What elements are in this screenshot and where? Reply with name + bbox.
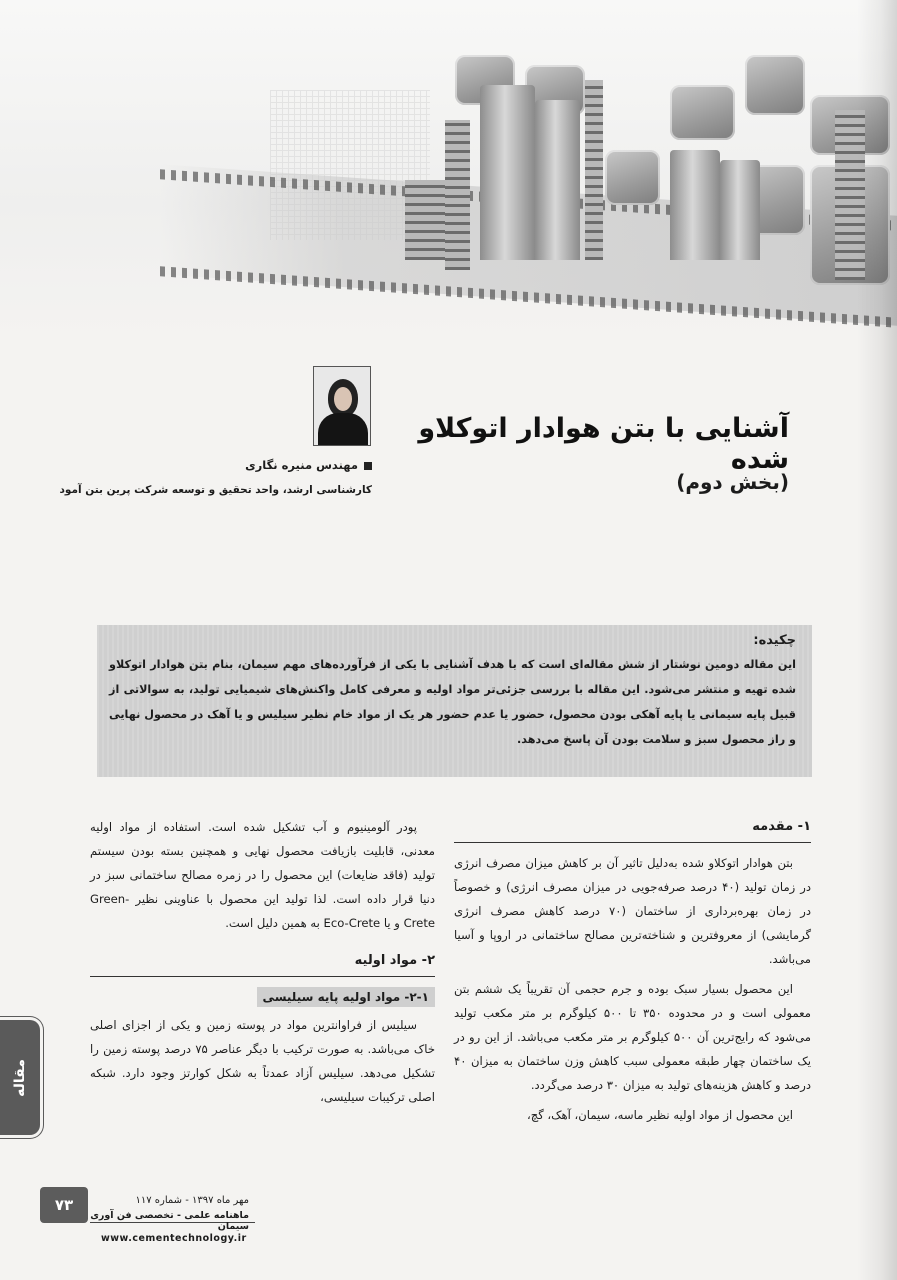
abstract-heading: چکیده:: [753, 633, 796, 648]
footer-magazine: ماهنامه علمی - تخصصی فن آوری سیمان: [90, 1210, 249, 1232]
footer-issue: مهر ماه ۱۳۹۷ - شماره ۱۱۷: [135, 1195, 249, 1206]
author-name: مهندس منیره نگاری: [122, 458, 372, 472]
abstract-text: این مقاله دومین نوشتار از شش مقاله‌ای است که با هدف آشنایی با یکی از فرآورده‌های مهم سیمان، بنام بتن هوادار اتوکلاو شده تهیه و منتشر می‌شود. این مقاله با بررسی جزئی‌تر مواد اولیه و معرفی کامل واکنش‌های شیمیایی تولید، به سوالاتی از قبیل پایه سیمانی یا پایه آهکی بودن محصول، حضور یا عدم حضور هر یک از مواد خام نظیر سیلیس و یا آهک در محصول نهایی و راز محصول سبز و سلامت بودن آن پاسخ می‌دهد.: [109, 658, 796, 746]
side-tab-label: مقاله: [12, 1058, 28, 1097]
section-side-tab: [0, 1020, 40, 1135]
article-title: آشنایی با بتن هوادار اتوکلاو شده: [418, 413, 789, 475]
column-left: [90, 815, 435, 1115]
paragraph: بتن هوادار اتوکلاو شده به‌دلیل تاثیر آن بر کاهش میزان مصرف انرژی در زمان تولید (۴۰ درصد صرفه‌جویی در میزان مصرف انرژی) و خصوصاً در زمان بهره‌برداری از ساختمان (۷۰ درصد کاهش مصرف انرژی گرمایشی) از معروفترین و شناخته‌ترین مصالح ساختمانی در اروپا و آسیا می‌باشد.: [454, 856, 812, 966]
article-subtitle: (بخش دوم): [676, 470, 789, 494]
page-number: ۷۳: [40, 1187, 88, 1223]
footer-url: www.cementechnology.ir: [101, 1233, 247, 1244]
paragraph: پودر آلومینیوم و آب تشکیل شده است. استفاده از مواد اولیه معدنی، قابلیت بازیافت محصول نهایی و همچنین بسته بودن سیستم تولید (فاقد ضایعات) این محصول را در زمره مصالح ساختمانی سبز در دنیا قرار داده است. لذا تولید این محصول با عناوینی نظیر Green-Crete و یا Eco-Crete به همین دلیل است.: [90, 820, 435, 930]
subsection-heading: ۲-۱- مواد اولیه پایه سیلیسی: [257, 987, 435, 1007]
section-heading-raw-materials: ۲- مواد اولیه: [90, 949, 435, 977]
section-heading-intro: ۱- مقدمه: [454, 815, 811, 843]
column-right: [454, 815, 811, 1133]
paragraph: این محصول بسیار سبک بوده و جرم حجمی آن تقریباً یک ششم بتن معمولی است و در محدوده ۳۵۰ تا ۵۰۰ کیلوگرم بر متر مکعب تولید می‌شود که رایج‌ترین آن ۵۰۰ کیلوگرم بر متر مکعب می‌باشد. از این رو در یک ساختمان چهار طبقه معمولی سبب کاهش وزن ساختمان به میزان ۴۰ درصد و کاهش هزینه‌های تولید به میزان ۳۰ درصد می‌گردد.: [454, 982, 811, 1092]
bullet-square-icon: [364, 462, 372, 470]
author-photo: [313, 366, 371, 446]
paragraph: این محصول از مواد اولیه نظیر ماسه، سیمان، آهک، گچ،: [526, 1108, 793, 1122]
abstract-box: [97, 625, 812, 777]
cement-plant-image: [385, 60, 897, 290]
header-banner: [0, 0, 897, 340]
author-affiliation: کارشناسی ارشد، واحد تحقیق و توسعه شرکت پرین بتن آمود: [59, 484, 372, 496]
paragraph: سیلیس از فراوانترین مواد در پوسته زمین و یکی از اجزای اصلی خاک می‌باشد. به صورت ترکیب با دیگر عناصر ۷۵ درصد پوسته زمین را تشکیل می‌دهد. سیلیس آزاد عمدتاً به شکل کوارتز وجود دارد. شبکه اصلی ترکیبات سیلیسی،: [90, 1018, 436, 1104]
